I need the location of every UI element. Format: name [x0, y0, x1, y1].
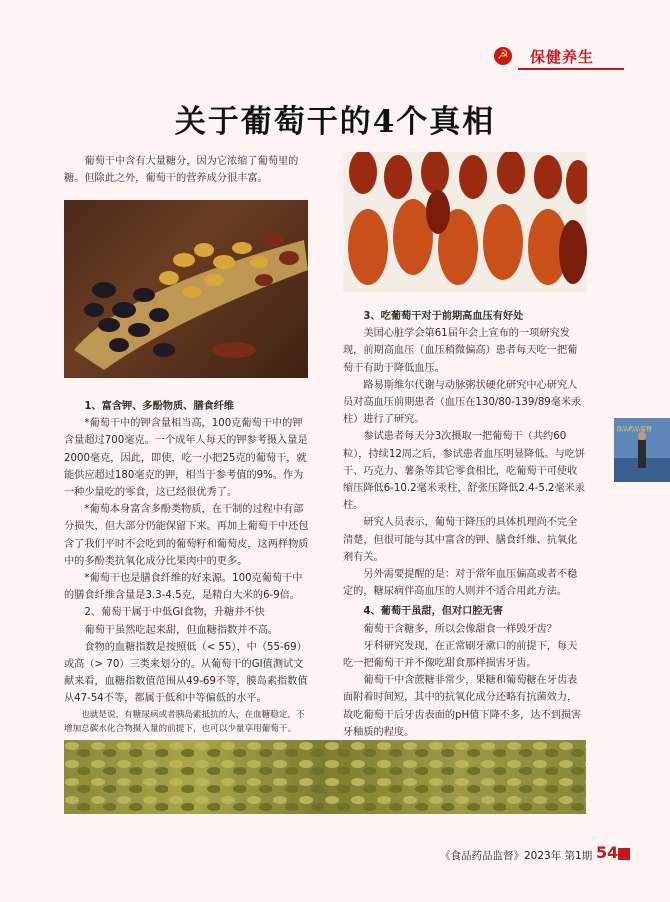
intro-text: 葡萄干中含有大量糖分，因为它浓缩了葡萄里的糖。但除此之外，葡萄干的营养成分很丰富。 — [64, 156, 299, 185]
page-number: 54 — [596, 843, 619, 862]
paragraph-small: 也就是说，有糖尿病或者胰岛素抵抗的人，在血糖稳定，不增加总碳水化合物摄入量的前提下，也可以少量享用葡萄干。 — [64, 709, 305, 735]
raisin-scoop-illustration — [64, 200, 308, 378]
paragraph: 研究人员表示，葡萄干降压的具体机理尚不完全清楚，但很可能与其中富含的钾、膳食纤维、抗氧化剂有关。 — [343, 517, 578, 563]
paragraph: *葡萄干中的钾含量相当高，100克葡萄干中的钾含量超过700毫克。一个成年人每天的钾参考摄入量是2000毫克，因此，即使，吃一小把25克的葡萄干，就能供应超过180毫克的钾，相当于参考值的9%。作为一种少量吃的零食，这已经很优秀了。 — [64, 418, 308, 499]
paragraph: 葡萄干含糖多，所以会像甜食一样毁牙齿？ — [363, 623, 557, 635]
left-column — [64, 395, 310, 737]
paragraph: *葡萄本身富含多酚类物质，在干制的过程中有部分损失，但大部分仍能保留下来。再加上葡萄干中还包含了我们平时不会吃到的葡萄籽和葡萄皮，这两样物质中的多酚类抗氧化成分比果肉中的更多。 — [64, 504, 309, 567]
red-raisin-closeup-photo — [343, 152, 587, 292]
paragraph: 葡萄干中含蔗糖非常少，果糖和葡萄糖在牙齿表面附着时间短，其中的抗氧化成分还略有抗菌效力，故吃葡萄干后牙齿表面的pH值下降不多，达不到损害牙釉质的程度。 — [343, 675, 582, 738]
journal-footer: 《食品药品监督》2023年 第1期 — [440, 850, 593, 862]
section-rule — [518, 68, 624, 70]
section-tag — [474, 44, 624, 70]
paragraph: 食物的血糖指数是按照低（< 55），中（55-69）或高（> 70）三类来划分的。从葡萄干的GI值测试文献来看，血糖指数值范围从49-69不等，膜岛素指数值从47-54不等，都属于低和中等偏低的水平。 — [64, 641, 308, 705]
heading-3: 3、吃葡萄干对于前期高血压有好处 — [363, 311, 524, 322]
article-title: 关于葡萄干的4个真相 — [174, 104, 496, 140]
heading-1: 1、富含钾、多酚物质、膳食纤维 — [84, 401, 235, 412]
paragraph: 另外需要提醒的是：对于常年血压偏高或者不稳定的，糖尿病伴高血压的人则并不适合用此方法。 — [343, 569, 578, 598]
green-raisin-texture — [64, 740, 586, 814]
paragraph: *葡萄干也是膳食纤维的好来源。100克葡萄干中的膳食纤维含量是3.3-4.5克，是精白大米的6-9倍。 — [64, 573, 303, 602]
side-photo-caption: 食品药品监督 — [616, 426, 653, 433]
paragraph: 牙科研究发现，在正常刷牙漱口的前提下，每天吃一把葡萄干并不像吃甜食那样损害牙齿。 — [343, 640, 578, 670]
paragraph: 美国心脏学会第61届年会上宣布的一项研究发现，前期高血压（血压稍微偏高）患者每天吃一把葡萄干有助于降低血压。 — [343, 328, 578, 374]
right-column — [343, 305, 587, 741]
section-label: 保健养生 — [530, 48, 595, 66]
paragraph: 路易斯维尔代谢与动脉粥状硬化研究中心研究人员对高血压前期患者（血压在130/80-139/89毫米汞柱）进行了研究。 — [343, 379, 582, 426]
green-raisins-photo — [64, 740, 586, 814]
raisin-scoop-photo — [64, 200, 308, 378]
heading-4: 4、葡萄干虽甜，但对口腔无害 — [363, 606, 503, 618]
side-photo — [614, 418, 670, 482]
party-emblem-icon: ☭ — [494, 47, 512, 65]
paragraph: 参试患者每天分3次摄取一把葡萄干（共约60粒），持续12周之后，参试患者血压明显降低。与吃饼干、巧克力、薯条等其它零食相比，吃葡萄干可使收缩压降低6-10.2毫米汞柱，舒张压降低2.4-5.2毫米汞柱。 — [343, 431, 586, 512]
paragraph: 葡萄干虽然吃起来甜，但血糖指数并不高。 — [84, 624, 278, 636]
intro-paragraph — [64, 153, 310, 187]
page-marker — [618, 848, 630, 860]
red-raisin-illustration — [343, 152, 587, 292]
paragraph: 2、葡萄干属于中低GI食物，升糖并不快 — [84, 607, 265, 619]
